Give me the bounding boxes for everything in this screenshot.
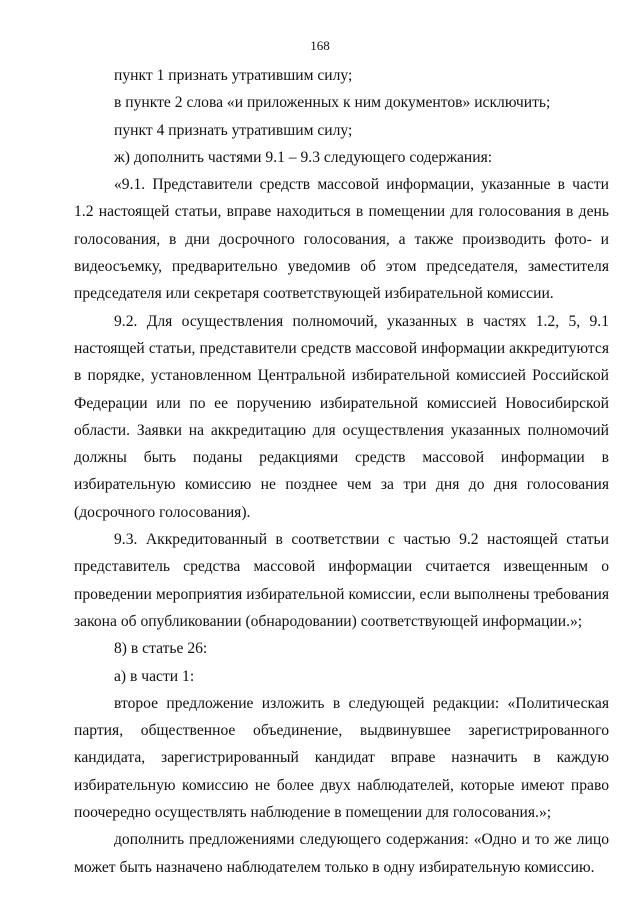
paragraph-item-4-repeal: пункт 4 признать утратившим силу;	[114, 121, 353, 139]
paragraph-part-9-1: «9.1. Представители средств массовой информации, указанные в части 1.2 настоящей статьи, вправе находиться в помещении для голосования в день голосования, в дни досрочного голосования, а также производить фото- и видеосъемку, предварительно уведомив об этом председателя, заместителя председателя или секретаря соответствующей избирательной комиссии.	[74, 176, 609, 303]
paragraph-part-9-2: 9.2. Для осуществления полномочий, указанных в частях 1.2, 5, 9.1 настоящей статьи, представители средств массовой информации аккредитуются в порядке, установленном Центральной избирательной комиссией Российской Федерации или по ее поручению избирательной комиссией Новосибирской области. Заявки на аккредитацию для осуществления указанных полномочий должны быть поданы редакциями средств массовой информации в избирательную комиссию не позднее чем за три дня до дня голосования (досрочного голосования).	[74, 312, 609, 521]
paragraph-item-2-amend: в пункте 2 слова «и приложенных к ним документов» исключить;	[114, 94, 551, 112]
paragraph-item-1-repeal: пункт 1 признать утратившим силу;	[114, 67, 353, 84]
page-number: 168	[310, 38, 330, 53]
paragraph-part-1: а) в части 1:	[114, 667, 195, 685]
document-body	[74, 62, 609, 881]
paragraph-second-sentence: второе предложение изложить в следующей редакции: «Политическая партия, общественное объединение, выдвинувшее зарегистрированного кандидата, зарегистрированный кандидат вправе назначить в каждую избирательную комиссию не более двух наблюдателей, которые имеют право поочередно осуществлять наблюдение в помещении для голосования.»;	[74, 694, 609, 822]
paragraph-add-sentences: дополнить предложениями следующего содержания: «Одно и то же лицо может быть назначено наблюдателем только в одну избирательную комиссию.	[74, 831, 609, 876]
paragraph-part-9-3: 9.3. Аккредитованный в соответствии с частью 9.2 настоящей статьи представитель средства массовой информации считается извещенным о проведении мероприятия избирательной комиссии, если выполнены требования закона об опубликовании (обнародовании) соответствующей информации.»;	[74, 531, 609, 630]
paragraph-supplement-parts: ж) дополнить частями 9.1 – 9.3 следующего содержания:	[114, 148, 493, 166]
paragraph-article-26: 8) в статье 26:	[114, 640, 208, 658]
